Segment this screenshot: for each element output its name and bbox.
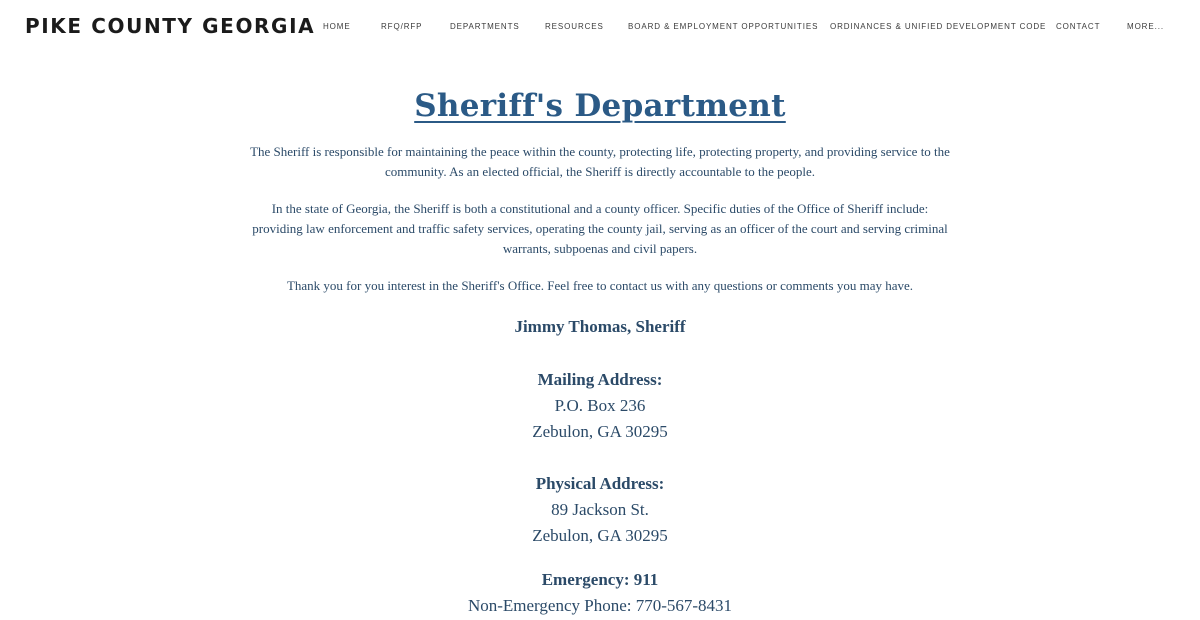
mailing-address-line-2: Zebulon, GA 30295 (532, 422, 668, 441)
site-title-link[interactable]: PIKE COUNTY GEORGIA (25, 14, 316, 38)
site-header (0, 0, 1200, 56)
emergency-number: Emergency: 911 (541, 570, 659, 589)
physical-address-line-1: 89 Jackson St. (551, 500, 649, 519)
nav-item-resources[interactable]: RESOURCES (545, 22, 604, 31)
physical-address-line-2: Zebulon, GA 30295 (532, 526, 668, 545)
duties-paragraph: In the state of Georgia, the Sheriff is both a constitutional and a county officer. Specific duties of the Office of Sheriff include: providing law enforcement and traffic safety services, operating the county jail, serving as an officer of the court and serving criminal warrants, subpoenas and civil papers. (252, 201, 948, 256)
thank-you-paragraph: Thank you for you interest in the Sheriff's Office. Feel free to contact us with any questions or comments you may have. (286, 278, 914, 293)
mailing-address-block (0, 367, 1200, 445)
mailing-address-line-1: P.O. Box 236 (554, 396, 646, 415)
non-emergency-phone: Non-Emergency Phone: 770-567-8431 (467, 596, 733, 615)
nav-item-contact[interactable]: CONTACT (1056, 22, 1101, 31)
nav-item-home[interactable]: HOME (323, 22, 351, 31)
sheriff-name: Jimmy Thomas, Sheriff (514, 317, 686, 336)
mailing-address-label: Mailing Address: (537, 370, 663, 389)
nav-item-ordinances[interactable]: ORDINANCES & UNIFIED DEVELOPMENT CODE (830, 22, 1047, 31)
physical-address-block (0, 471, 1200, 549)
intro-paragraph: The Sheriff is responsible for maintaining the peace within the county, protecting life, protecting property, and providing service to the community. As an elected official, the Sheriff is directly accountable to the people. (250, 144, 950, 179)
page-title: Sheriff's Department (414, 88, 786, 124)
physical-address-label: Physical Address: (535, 474, 665, 493)
nav-item-rfq-rfp[interactable]: RFQ/RFP (381, 22, 423, 31)
nav-item-board-employment[interactable]: BOARD & EMPLOYMENT OPPORTUNITIES (628, 22, 819, 31)
emergency-block (0, 567, 1200, 619)
nav-item-more[interactable]: MORE... (1127, 22, 1164, 31)
main-content (0, 80, 1200, 619)
nav-item-departments[interactable]: DEPARTMENTS (450, 22, 520, 31)
main-nav (300, 22, 1200, 34)
